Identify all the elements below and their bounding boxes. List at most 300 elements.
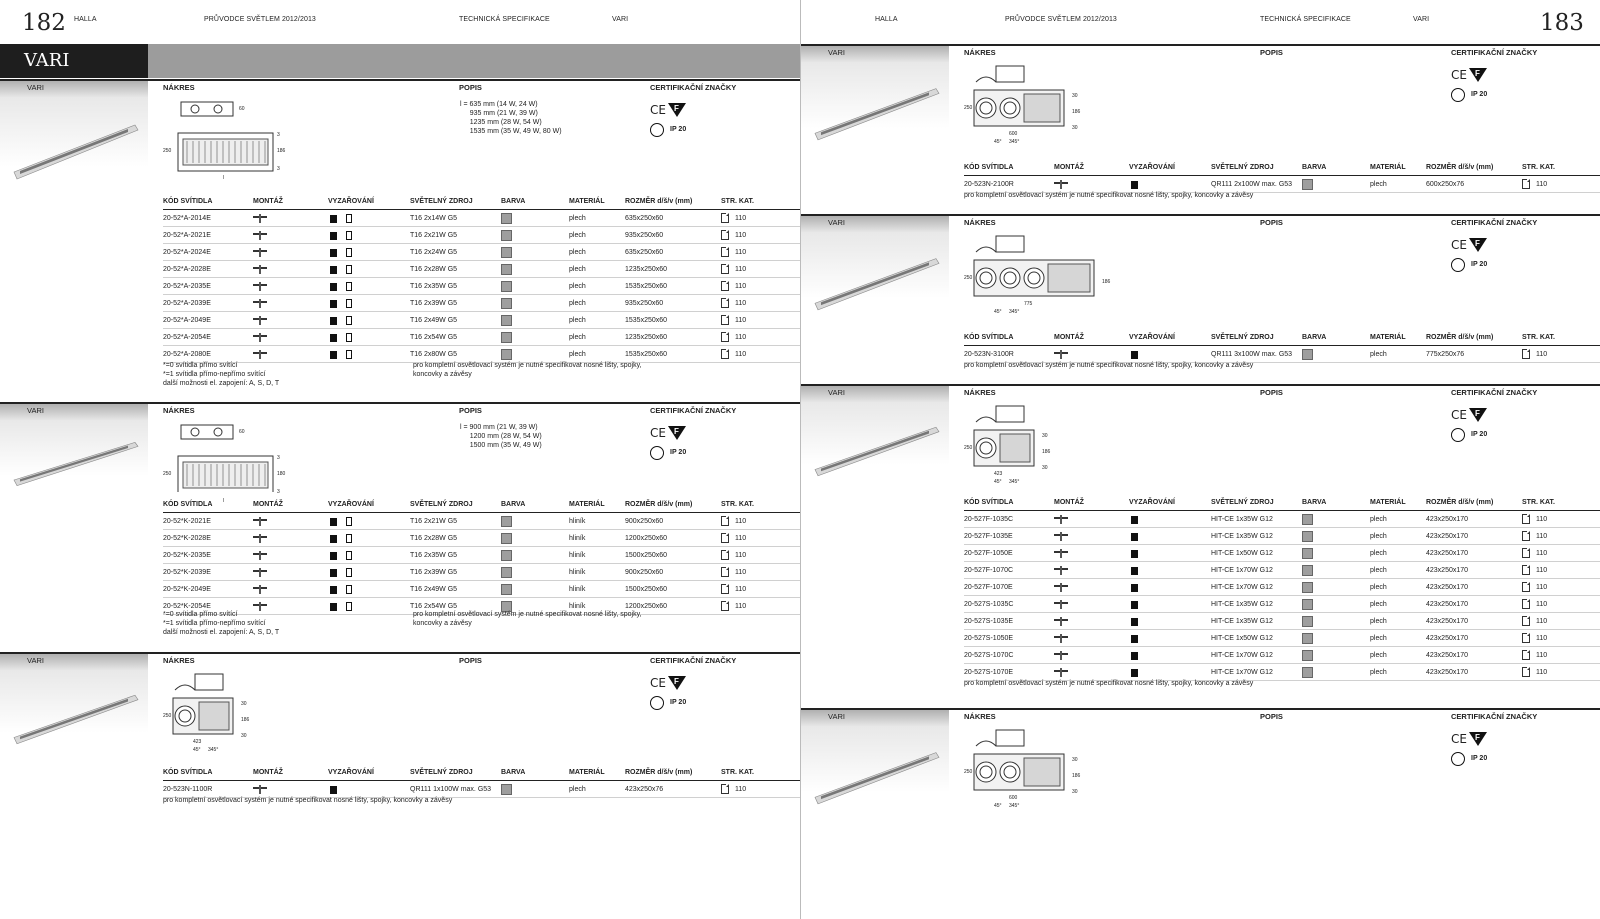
table-row[interactable] — [163, 295, 800, 312]
table-row[interactable] — [163, 227, 800, 244]
dimensions: 1535x250x60 — [625, 351, 668, 358]
table-row[interactable] — [964, 613, 1600, 630]
catalog-page-icon — [721, 784, 729, 794]
column-header: KÓD SVÍTIDLA — [964, 164, 1014, 171]
dim-label: 345° — [1009, 309, 1020, 315]
column-header: MONTÁŽ — [1054, 164, 1084, 171]
light-source: QR111 1x100W max. G53 — [410, 786, 492, 793]
table-row[interactable] — [964, 528, 1600, 545]
dim-label: 3 — [277, 132, 280, 138]
direct-light-icon — [1131, 351, 1138, 359]
product-photo — [801, 402, 949, 492]
light-source: T16 2x49W G5 — [410, 586, 458, 593]
drawing-label: NÁKRES — [964, 48, 996, 57]
direct-light-icon — [330, 300, 337, 308]
dim-label: 60 — [239, 429, 245, 435]
material: hliník — [569, 603, 586, 610]
direct-light-icon — [1131, 584, 1138, 592]
dim-label: 250 — [964, 275, 973, 281]
catalog-page-icon — [1522, 514, 1530, 524]
description-label: POPIS — [1260, 48, 1283, 57]
light-source: T16 2x39W G5 — [410, 569, 458, 576]
column-header: BARVA — [1302, 164, 1327, 171]
light-source: HIT-CE 1x50W G12 — [1211, 635, 1273, 642]
catalog-page-icon — [721, 349, 729, 359]
light-source: HIT-CE 1x35W G12 — [1211, 533, 1273, 540]
color-swatch — [501, 230, 512, 241]
product-code: 20-52*K-2054E — [163, 603, 211, 610]
color-swatch — [501, 264, 512, 275]
material: plech — [569, 283, 586, 290]
mounting-icon — [1054, 617, 1068, 626]
table-row[interactable] — [163, 581, 800, 598]
catalog-page: 110 — [1536, 635, 1548, 642]
indirect-light-icon — [346, 551, 352, 560]
page-number: 182 — [22, 10, 66, 36]
cert-label: CERTIFIKAČNÍ ZNAČKY — [650, 656, 737, 665]
material: plech — [569, 266, 586, 273]
column-header: MATERIÁL — [1370, 164, 1406, 171]
table-row[interactable] — [964, 511, 1600, 528]
indirect-light-icon — [346, 231, 352, 240]
material: hliník — [569, 586, 586, 593]
catalog-page: 110 — [1536, 550, 1548, 557]
indirect-light-icon — [346, 299, 352, 308]
header-brand: HALLA — [875, 16, 898, 23]
dim-label: 423 — [193, 739, 202, 745]
luminaire-illustration — [0, 420, 148, 500]
color-swatch — [501, 247, 512, 258]
dimensions: 423x250x170 — [1426, 516, 1469, 523]
color-swatch — [1302, 565, 1313, 576]
catalog-page: 110 — [1536, 669, 1548, 676]
dim-label: 30 — [1072, 125, 1078, 131]
spec-table — [964, 159, 1600, 193]
certification-marks — [1451, 68, 1511, 118]
mounting-icon — [253, 282, 267, 291]
header-section: TECHNICKÁ SPECIFIKACE — [1260, 16, 1351, 23]
ip-rating: IP 20 — [1471, 261, 1488, 268]
technical-drawing — [964, 404, 1104, 484]
catalog-page-icon — [1522, 633, 1530, 643]
f-mark-icon — [1469, 732, 1487, 746]
light-source: T16 2x54W G5 — [410, 334, 458, 341]
mounting-icon — [253, 534, 267, 543]
direct-light-icon — [1131, 516, 1138, 524]
table-row[interactable] — [163, 564, 800, 581]
dim-label: 45° — [994, 309, 1002, 315]
direct-light-icon — [1131, 635, 1138, 643]
material: plech — [1370, 652, 1387, 659]
color-swatch — [501, 332, 512, 343]
header-product: VARI — [612, 16, 629, 23]
color-swatch — [501, 213, 512, 224]
material: plech — [1370, 669, 1387, 676]
f-mark-icon — [1469, 408, 1487, 422]
description-label: POPIS — [459, 406, 482, 415]
material: plech — [1370, 601, 1387, 608]
column-header: BARVA — [1302, 334, 1327, 341]
description-label: POPIS — [1260, 712, 1283, 721]
color-swatch — [501, 298, 512, 309]
dim-label: 3 — [277, 455, 280, 461]
material: hliník — [569, 569, 586, 576]
product-code: 20-527F-1035C — [964, 516, 1014, 523]
material: plech — [1370, 550, 1387, 557]
protective-earth-icon — [650, 696, 664, 710]
column-header: MATERIÁL — [569, 501, 605, 508]
table-header-row — [964, 329, 1600, 346]
ce-mark-icon: CE — [650, 103, 666, 117]
series-label: VARI — [828, 48, 845, 57]
product-code: 20-527S-1070E — [964, 669, 1014, 676]
indirect-light-icon — [346, 517, 352, 526]
table-header-row — [964, 494, 1600, 511]
catalog-page: 110 — [735, 518, 747, 525]
drawing-label: NÁKRES — [964, 388, 996, 397]
f-mark-letter: F — [674, 427, 679, 436]
dimensions: 423x250x170 — [1426, 601, 1469, 608]
mounting-icon — [253, 585, 267, 594]
mounting-icon — [1054, 180, 1068, 189]
column-header: ROZMĚR d/š/v (mm) — [1426, 499, 1494, 506]
table-row[interactable] — [964, 630, 1600, 647]
note-right: pro kompletní osvětlovací systém je nutné specifikovat nosné lišty, spojky, koncovky a závěsy — [413, 362, 642, 378]
dim-label: 250 — [964, 769, 973, 775]
product-photo — [801, 726, 949, 821]
page-number: 183 — [1540, 10, 1584, 36]
dim-label: 45° — [994, 139, 1002, 145]
product-code: 20-52*A-2024E — [163, 249, 211, 256]
luminaire-illustration — [801, 726, 949, 821]
ip-rating: IP 20 — [1471, 91, 1488, 98]
color-swatch — [1302, 599, 1313, 610]
catalog-page: 110 — [735, 300, 747, 307]
dim-label: l — [223, 498, 225, 504]
indirect-light-icon — [346, 265, 352, 274]
table-row[interactable] — [163, 278, 800, 295]
dim-label: 186 — [277, 148, 286, 154]
drawing-label: NÁKRES — [163, 656, 195, 665]
luminaire-illustration — [0, 670, 148, 760]
note-right: pro kompletní osvětlovací systém je nutné specifikovat nosné lišty, spojky, koncovky a závěsy — [413, 611, 642, 627]
ce-mark-icon: CE — [1451, 732, 1467, 746]
table-row[interactable] — [964, 596, 1600, 613]
column-header: MATERIÁL — [569, 769, 605, 776]
product-code: 20-523N-3100R — [964, 351, 1014, 358]
indirect-light-icon — [346, 214, 352, 223]
color-swatch — [1302, 667, 1313, 678]
dimensions: 1200x250x60 — [625, 603, 668, 610]
ce-mark-icon: CE — [650, 426, 666, 440]
series-label: VARI — [27, 83, 44, 92]
description-text: l = 635 mm (14 W, 24 W) 935 mm (21 W, 39 W) 1235 mm (28 W, 54 W) 1535 mm (35 W, 49 W, 80 W) — [460, 101, 562, 135]
column-header: BARVA — [501, 769, 526, 776]
product-code: 20-52*A-2035E — [163, 283, 211, 290]
dim-label: 250 — [964, 105, 973, 111]
column-header: KÓD SVÍTIDLA — [163, 501, 213, 508]
dim-label: 30 — [241, 733, 247, 739]
table-row[interactable] — [163, 547, 800, 564]
dim-label: 250 — [964, 445, 973, 451]
color-swatch — [501, 584, 512, 595]
catalog-page: 110 — [735, 603, 747, 610]
direct-light-icon — [330, 535, 337, 543]
dimensions: 423x250x170 — [1426, 635, 1469, 642]
catalog-page: 110 — [735, 266, 747, 273]
column-header: ROZMĚR d/š/v (mm) — [625, 501, 693, 508]
catalog-page: 110 — [1536, 618, 1548, 625]
dim-label: 345° — [1009, 803, 1020, 809]
dimensions: 775x250x76 — [1426, 351, 1465, 358]
dimensions: 1200x250x60 — [625, 535, 668, 542]
color-swatch — [501, 784, 512, 795]
color-swatch — [1302, 514, 1313, 525]
ip-rating: IP 20 — [1471, 755, 1488, 762]
product-code: 20-527S-1035C — [964, 601, 1014, 608]
mounting-icon — [1054, 532, 1068, 541]
direct-light-icon — [1131, 652, 1138, 660]
product-code: 20-527F-1035E — [964, 533, 1013, 540]
description-label: POPIS — [459, 83, 482, 92]
product-code: 20-52*A-2021E — [163, 232, 211, 239]
dim-label: 250 — [163, 148, 172, 154]
f-mark-icon — [668, 426, 686, 440]
material: plech — [1370, 351, 1387, 358]
column-header: STR. KAT. — [721, 769, 754, 776]
direct-light-icon — [330, 603, 337, 611]
catalog-page: 110 — [735, 586, 747, 593]
product-code: 20-523N-1100R — [163, 786, 213, 793]
mounting-icon — [1054, 634, 1068, 643]
dimensions: 423x250x170 — [1426, 584, 1469, 591]
product-code: 20-52*K-2028E — [163, 535, 211, 542]
product-code: 20-523N-2100R — [964, 181, 1014, 188]
material: plech — [1370, 181, 1387, 188]
section-header-band — [0, 654, 148, 670]
technical-drawing — [163, 422, 303, 504]
column-header: ROZMĚR d/š/v (mm) — [1426, 334, 1494, 341]
catalog-page-icon — [721, 550, 729, 560]
direct-light-icon — [330, 351, 337, 359]
column-header: MATERIÁL — [1370, 499, 1406, 506]
direct-light-icon — [1131, 601, 1138, 609]
dim-label: 3 — [277, 166, 280, 172]
catalog-page-icon — [1522, 565, 1530, 575]
f-mark-letter: F — [674, 677, 679, 686]
section-header-band — [0, 404, 148, 420]
dimensions: 423x250x170 — [1426, 618, 1469, 625]
light-source: T16 2x54W G5 — [410, 603, 458, 610]
indirect-light-icon — [346, 534, 352, 543]
certification-marks — [1451, 408, 1511, 458]
column-header: MONTÁŽ — [1054, 334, 1084, 341]
table-row[interactable] — [163, 530, 800, 547]
product-code: 20-527F-1050E — [964, 550, 1013, 557]
column-header: KÓD SVÍTIDLA — [163, 769, 213, 776]
column-header: ROZMĚR d/š/v (mm) — [1426, 164, 1494, 171]
color-swatch — [1302, 179, 1313, 190]
column-header: STR. KAT. — [721, 198, 754, 205]
dim-label: 345° — [208, 747, 219, 753]
technical-drawing — [964, 728, 1104, 813]
dimensions: 1535x250x60 — [625, 283, 668, 290]
catalog-page-icon — [721, 516, 729, 526]
mounting-icon — [1054, 583, 1068, 592]
table-row[interactable] — [964, 579, 1600, 596]
description-text: l = 900 mm (21 W, 39 W) 1200 mm (28 W, 54 W) 1500 mm (35 W, 49 W) — [460, 424, 542, 449]
column-header: MATERIÁL — [569, 198, 605, 205]
mounting-icon — [1054, 515, 1068, 524]
table-row[interactable] — [163, 329, 800, 346]
certification-marks — [1451, 238, 1511, 288]
cert-label: CERTIFIKAČNÍ ZNAČKY — [1451, 218, 1538, 227]
light-source: T16 2x14W G5 — [410, 215, 458, 222]
certification-marks — [650, 426, 710, 476]
mounting-icon — [253, 333, 267, 342]
table-row[interactable] — [163, 244, 800, 261]
mounting-icon — [1054, 600, 1068, 609]
table-row[interactable] — [964, 545, 1600, 562]
dim-label: 600 — [1009, 131, 1018, 137]
dim-label: 345° — [1009, 139, 1020, 145]
catalog-page-icon — [721, 213, 729, 223]
f-mark-letter: F — [674, 104, 679, 113]
dimensions: 423x250x170 — [1426, 652, 1469, 659]
protective-earth-icon — [650, 446, 664, 460]
luminaire-illustration — [801, 232, 949, 327]
direct-light-icon — [1131, 567, 1138, 575]
protective-earth-icon — [650, 123, 664, 137]
dimensions: 635x250x60 — [625, 249, 664, 256]
catalog-page: 110 — [1536, 533, 1548, 540]
certification-marks — [650, 676, 710, 726]
catalog-page: 110 — [735, 535, 747, 542]
indirect-light-icon — [346, 316, 352, 325]
light-source: T16 2x28W G5 — [410, 535, 458, 542]
drawing-label: NÁKRES — [964, 218, 996, 227]
catalog-page-icon — [721, 533, 729, 543]
dim-label: 30 — [241, 701, 247, 707]
column-header: VYZAŘOVÁNÍ — [328, 769, 374, 776]
material: hliník — [569, 552, 586, 559]
table-row[interactable] — [163, 513, 800, 530]
protective-earth-icon — [1451, 428, 1465, 442]
column-header: SVĚTELNÝ ZDROJ — [410, 769, 473, 776]
luminaire-illustration — [0, 97, 148, 197]
catalog-page: 110 — [735, 232, 747, 239]
dim-label: 30 — [1042, 433, 1048, 439]
table-row[interactable] — [964, 562, 1600, 579]
column-header: KÓD SVÍTIDLA — [964, 499, 1014, 506]
mounting-icon — [253, 568, 267, 577]
catalog-page-icon — [721, 230, 729, 240]
section-header-band — [801, 386, 949, 402]
table-row[interactable] — [163, 312, 800, 329]
dim-label: 30 — [1042, 465, 1048, 471]
mounting-icon — [253, 350, 267, 359]
indirect-light-icon — [346, 568, 352, 577]
description-label: POPIS — [459, 656, 482, 665]
light-source: HIT-CE 1x35W G12 — [1211, 516, 1273, 523]
indirect-light-icon — [346, 248, 352, 257]
product-code: 20-52*A-2014E — [163, 215, 211, 222]
direct-light-icon — [330, 266, 337, 274]
column-header: VYZAŘOVÁNÍ — [328, 198, 374, 205]
column-header: BARVA — [501, 198, 526, 205]
catalog-page-icon — [721, 601, 729, 611]
catalog-page-icon — [1522, 349, 1530, 359]
product-code: 20-527F-1070C — [964, 567, 1014, 574]
color-swatch — [501, 281, 512, 292]
material: plech — [569, 249, 586, 256]
catalog-page-icon — [1522, 599, 1530, 609]
header-guide: PRŮVODCE SVĚTLEM 2012/2013 — [1005, 16, 1117, 23]
mounting-icon — [253, 299, 267, 308]
catalog-page: 110 — [1536, 567, 1548, 574]
catalog-page-icon — [721, 298, 729, 308]
mounting-icon — [253, 316, 267, 325]
note-left: pro kompletní osvětlovací systém je nutné specifikovat nosné lišty, spojky, koncovky a závěsy — [964, 362, 1254, 369]
series-label: VARI — [27, 656, 44, 665]
column-header: BARVA — [1302, 499, 1327, 506]
material: plech — [1370, 533, 1387, 540]
material: hliník — [569, 518, 586, 525]
header-guide: PRŮVODCE SVĚTLEM 2012/2013 — [204, 16, 316, 23]
color-swatch — [501, 567, 512, 578]
technical-drawing — [163, 672, 303, 752]
table-header-row — [163, 496, 800, 513]
column-header: MATERIÁL — [1370, 334, 1406, 341]
dimensions: 423x250x170 — [1426, 567, 1469, 574]
color-swatch — [1302, 582, 1313, 593]
dim-label: 600 — [1009, 795, 1018, 801]
column-header: VYZAŘOVÁNÍ — [1129, 164, 1175, 171]
spec-table — [964, 494, 1600, 681]
right-page — [800, 0, 1600, 919]
mounting-icon — [1054, 549, 1068, 558]
column-header: SVĚTELNÝ ZDROJ — [1211, 499, 1274, 506]
light-source: HIT-CE 1x35W G12 — [1211, 618, 1273, 625]
catalog-page: 110 — [735, 249, 747, 256]
luminaire-illustration — [801, 62, 949, 157]
dim-label: 30 — [1072, 757, 1078, 763]
catalog-page-icon — [721, 281, 729, 291]
protective-earth-icon — [1451, 88, 1465, 102]
table-row[interactable] — [163, 261, 800, 278]
table-row[interactable] — [163, 210, 800, 227]
dimensions: 900x250x60 — [625, 518, 664, 525]
catalog-page: 110 — [1536, 351, 1548, 358]
catalog-page: 110 — [735, 283, 747, 290]
column-header: SVĚTELNÝ ZDROJ — [1211, 164, 1274, 171]
direct-light-icon — [1131, 533, 1138, 541]
catalog-page-icon — [1522, 667, 1530, 677]
header-product: VARI — [1413, 16, 1430, 23]
product-photo — [0, 420, 148, 500]
catalog-page-icon — [1522, 616, 1530, 626]
color-swatch — [1302, 349, 1313, 360]
dimensions: 900x250x60 — [625, 569, 664, 576]
material: plech — [569, 786, 586, 793]
dimensions: 423x250x170 — [1426, 533, 1469, 540]
protective-earth-icon — [1451, 258, 1465, 272]
technical-drawing — [964, 234, 1111, 319]
catalog-page-icon — [1522, 531, 1530, 541]
table-row[interactable] — [964, 647, 1600, 664]
protective-earth-icon — [1451, 752, 1465, 766]
direct-light-icon — [1131, 618, 1138, 626]
